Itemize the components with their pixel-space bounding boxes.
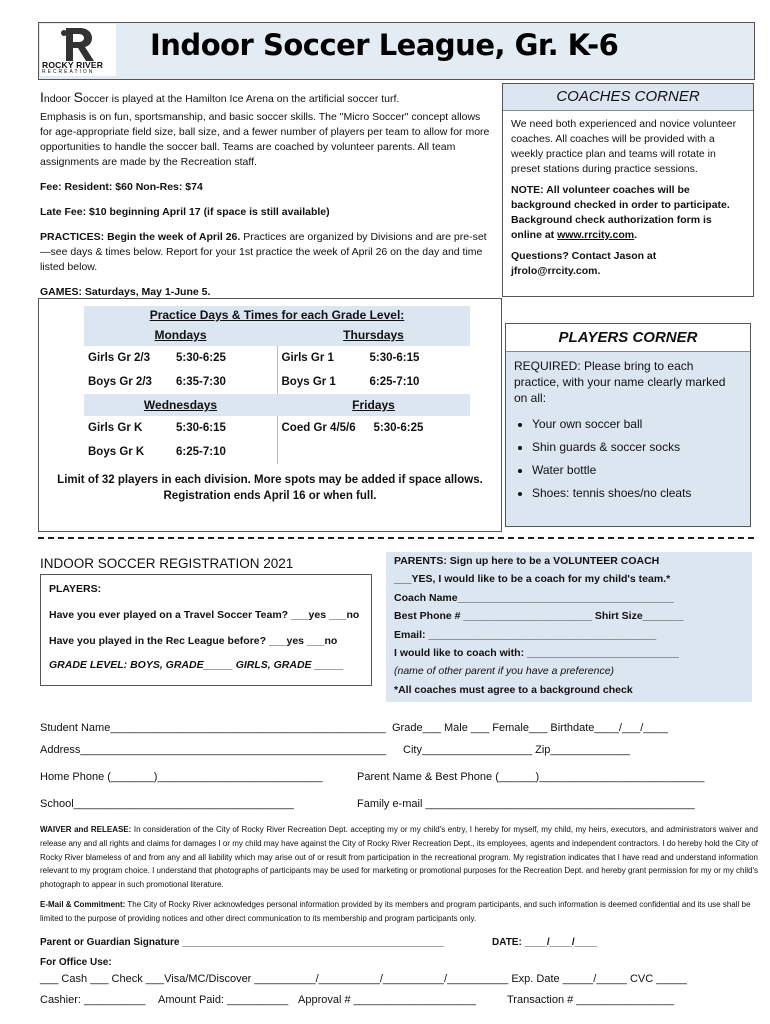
date-field[interactable]: DATE: ____/____/____ [492,937,597,948]
email-field[interactable]: Email: _______________________________________ [394,628,657,641]
cashier-field[interactable]: Cashier: __________ [40,994,146,1006]
list-item: • Water bottle [532,462,742,478]
grade-level-field[interactable]: GRADE LEVEL: BOYS, GRADE_____ GIRLS, GRADE _____ [49,659,344,671]
intro-section [40,90,495,307]
table-row: Girls Gr K 5:30-6:15 Coed Gr 4/5/6 5:30-6:25 [84,416,470,440]
parent-name-phone-field[interactable]: Parent Name & Best Phone (______)___________________________ [357,771,705,783]
practice-schedule-table [84,306,470,464]
student-name-field[interactable]: Student Name_____________________________________________ [40,722,386,734]
page-title: Indoor Soccer League, Gr. K-6 [150,28,619,62]
players-corner-title: PLAYERS CORNER [506,324,750,352]
approval-field[interactable]: Approval # ____________________ [298,994,476,1006]
waiver-release: WAIVER and RELEASE: In consideration of the City of Rocky River Recreation Dept. accepting my or my child's entry, I hereby for myself, my child, my heirs, executors, and administrators waiver and release any and all rights and claims for damages I or my child may have against the City of Rocky River Recreation Dept., its employees, agents and independent contractors. I do hereby hold the City of Rocky River blameless of and from any and all liability which may arise out of or result from participation in the recreational program. My registration indicates that I have read and understand information relevant to my program choice. I understand that photographs of participants may be used for marketing or promotional purposes for the Recreation Dept. and hereby grant permission for my or my child's photograph to appear in such promotional literature. [40,825,758,890]
players-required: REQUIRED: Please bring to each practice, with your name clearly marked on all: [514,359,726,405]
parents-volunteer-box [386,552,752,702]
list-item: • Your own soccer ball [532,416,742,432]
fee-line: Fee: Resident: $60 Non-Res: $74 [40,181,203,193]
day-header-row [84,394,470,416]
games-line: GAMES: Saturdays, May 1-June 5. [40,286,211,298]
coaches-questions: Questions? Contact Jason at jfrolo@rrcity.com. [511,250,657,277]
home-phone-field[interactable]: Home Phone (_______)___________________________ [40,771,323,783]
coaches-corner-title: COACHES CORNER [503,84,753,111]
signature-field[interactable]: Parent or Guardian Signature _______________________________________________ [40,937,444,948]
day-monday: Mondays [154,328,207,342]
late-fee-line: Late Fee: $10 beginning April 17 (if space is still available) [40,206,330,218]
players-list [514,416,742,501]
logo-line1: ROCKY RIVER [42,60,104,70]
travel-question[interactable]: Have you ever played on a Travel Soccer Team? ___yes ___no [49,609,360,621]
parents-heading: PARENTS: Sign up here to be a VOLUNTEER COACH [394,555,660,567]
city-zip-field[interactable]: City__________________ Zip_____________ [403,744,630,756]
signature-row [40,937,758,948]
background-check-note: *All coaches must agree to a background check [394,683,633,696]
players-questions-box [40,574,372,686]
address-field[interactable]: Address__________________________________________________ [40,744,387,756]
coach-name-field[interactable]: Coach Name_____________________________________ [394,591,674,604]
cut-line-divider [38,537,754,539]
day-friday: Fridays [352,398,395,412]
rrcity-link[interactable]: www.rrcity.com [557,229,635,241]
payment-field[interactable]: ___ Cash ___ Check ___Visa/MC/Discover __________/__________/__________/__________ Exp. Date _____/_____ CVC _____ [40,973,687,985]
day-thursday: Thursdays [343,328,404,342]
email-commitment: E-Mail & Commitment: The City of Rocky River acknowledges personal information provided by its members and program participants, and such information is deemed confidential and its use shall be limited to the purpose of providing notices and other direct communication to its membership and program participants only. [40,900,751,923]
office-use-label: For Office Use: [40,957,112,968]
family-email-field[interactable]: Family e-mail ____________________________________________ [357,798,695,810]
coaches-para: We need both experienced and novice volunteer coaches. All coaches will be provided with a weekly practice plan and teams will rotate in preset stations during practice sessions. [511,118,737,175]
players-label: PLAYERS: [49,583,102,595]
day-wednesday: Wednesdays [143,398,218,412]
rocky-river-logo [40,24,116,76]
limit-notice: Limit of 32 players in each division. More spots may be added if space allows. Registration ends April 16 or when full. [57,474,483,502]
day-header-row [84,324,470,346]
list-item: • Shoes: tennis shoes/no cleats [532,485,742,501]
coaches-corner [502,83,754,297]
school-field[interactable]: School____________________________________ [40,798,294,810]
intro-lead: Indoor Soccer is played at the Hamilton Ice Arena on the artificial soccer turf. [40,89,400,105]
logo-line2: RECREATION [42,69,95,75]
coaches-note: NOTE: All volunteer coaches will be background checked in order to participate. Background check authorization form is online at www.rrcity.com. [511,184,730,241]
list-item: • Shin guards & soccer socks [532,439,742,455]
registration-title: INDOOR SOCCER REGISTRATION 2021 [40,556,294,571]
table-row: Girls Gr 2/3 5:30-6:25 Girls Gr 1 5:30-6:15 [84,346,470,370]
coach-with-hint: (name of other parent if you have a preference) [394,665,615,678]
table-row: Boys Gr 2/3 6:35-7:30 Boys Gr 1 6:25-7:10 [84,370,470,394]
coach-yes-field[interactable]: ___YES, I would like to be a coach for my child's team.* [394,573,671,586]
schedule-title: Practice Days & Times for each Grade Level: [84,306,470,324]
grade-gender-birthdate-field[interactable]: Grade___ Male ___ Female___ Birthdate____/___/____ [392,722,668,734]
players-corner [505,323,751,527]
transaction-field[interactable]: Transaction # ________________ [507,994,675,1006]
practices-para: PRACTICES: Begin the week of April 26. Practices are organized by Divisions and are pre-set—see days & times below. Report for your 1st practice the week of April 26 on the day and time listed below. [40,231,487,273]
table-row: Boys Gr K 6:25-7:10 [84,440,470,464]
intro-emphasis: Emphasis is on fun, sportsmanship, and basic soccer skills. The "Micro Soccer" concept allows for age-appropriate field size, ball size, and a fewer number of players per team to allow for more opportunities to handle the soccer ball. Teams are coached by volunteer parents. All team assignments are made by the Recreation staff. [40,111,490,168]
coach-with-field[interactable]: I would like to coach with: __________________________ [394,646,679,659]
best-phone-field[interactable]: Best Phone # ______________________ Shirt Size_______ [394,610,684,623]
amount-paid-field[interactable]: Amount Paid: __________ [158,994,289,1006]
rec-question[interactable]: Have you played in the Rec League before? ___yes ___no [49,635,338,647]
